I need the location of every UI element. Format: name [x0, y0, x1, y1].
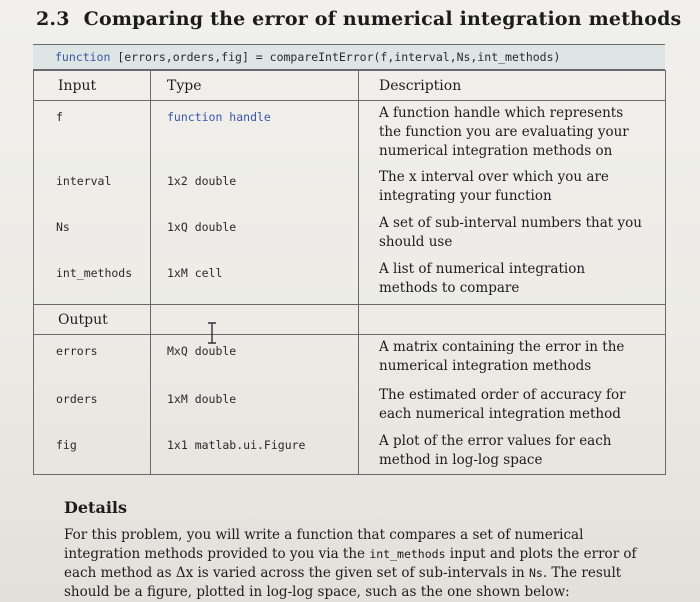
output-header: Output [34, 305, 151, 335]
table-row [34, 211, 666, 257]
output-description: The estimated order of accuracy for each numerical integration method [379, 386, 626, 422]
input-name: Ns [56, 219, 70, 234]
input-description: A set of sub-interval numbers that you should use [379, 214, 642, 250]
table-row [34, 429, 666, 475]
details-code-1: int_methods [369, 547, 446, 561]
function-signature [33, 44, 665, 70]
table-row [34, 257, 666, 305]
input-type: 1xM cell [167, 265, 223, 280]
text-cursor-icon [206, 322, 218, 344]
details-text-1: For this problem, you will write a function that compares a set of numerical integration methods provided to you via the [64, 527, 584, 562]
output-name: fig [56, 437, 77, 452]
details-text-2: input and plots the error of each method as Δx is varied across the given set of sub-intervals in [64, 546, 637, 581]
output-name: errors [56, 344, 98, 358]
input-name: interval [56, 173, 112, 188]
output-type: 1x1 matlab.ui.Figure [167, 437, 306, 452]
table-row [34, 165, 666, 211]
output-type: 1xM double [167, 391, 237, 406]
section-number: 2.3 [36, 8, 70, 30]
signature-keyword: function [55, 50, 111, 64]
output-type: MxQ double [167, 344, 237, 358]
output-description: A plot of the error values for each method in log-log space [379, 432, 612, 468]
table-row [34, 335, 666, 383]
input-type: function handle [167, 110, 271, 124]
section-title: Comparing the error of numerical integration methods [83, 8, 682, 30]
type-header: Type [151, 71, 359, 101]
details-text-3: . The result should be a figure, plotted in log-log space, such as the one shown below: [64, 565, 622, 600]
input-name: int_methods [56, 265, 133, 280]
input-name: f [56, 110, 63, 124]
output-name: orders [56, 391, 98, 406]
input-type: 1x2 double [167, 173, 237, 188]
input-type: 1xQ double [167, 219, 237, 234]
section-heading [36, 8, 681, 30]
input-description: The x interval over which you are integrating your function [379, 168, 609, 204]
table-row [34, 101, 666, 165]
input-description: A function handle which represents the function you are evaluating your numerical integration methods on [379, 105, 629, 159]
input-header: Input [34, 71, 151, 101]
description-header: Description [359, 71, 666, 101]
output-header-row [34, 305, 666, 335]
output-description: A matrix containing the error in the numerical integration methods [379, 339, 625, 374]
details-heading: Details [64, 498, 127, 517]
details-code-2: Ns [528, 566, 543, 580]
input-description: A list of numerical integration methods to compare [379, 260, 586, 296]
table-row [34, 383, 666, 429]
io-table [33, 70, 666, 475]
details-paragraph [64, 526, 644, 602]
input-header-row [34, 71, 666, 101]
signature-text: [errors,orders,fig] = compareIntError(f,interval,Ns,int_methods) [117, 50, 561, 64]
